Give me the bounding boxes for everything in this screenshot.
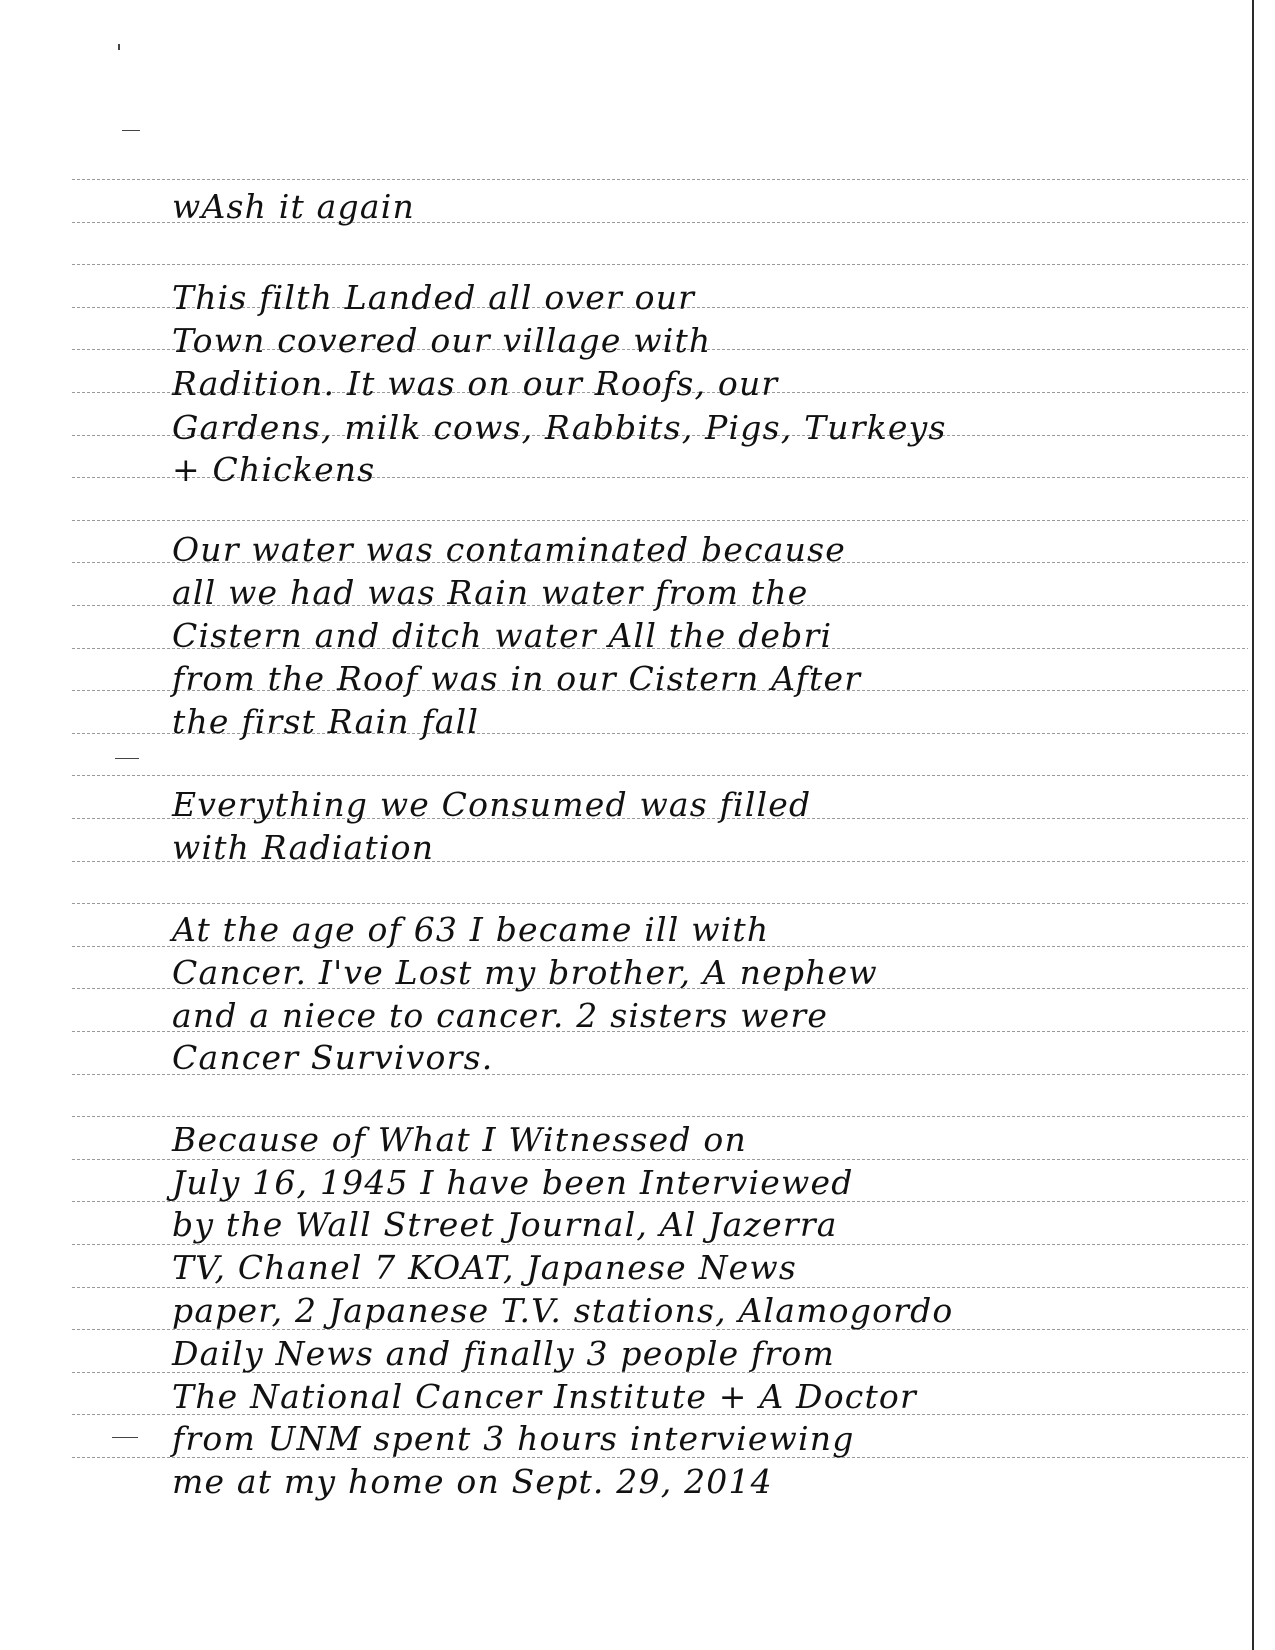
handwritten-line: with Radiation <box>172 828 435 867</box>
handwritten-line: from the Roof was in our Cistern After <box>172 659 862 698</box>
handwritten-line: Daily News and finally 3 people from <box>172 1334 835 1373</box>
handwritten-line: Everything we Consumed was filled <box>172 785 812 824</box>
scan-mark <box>112 1437 138 1438</box>
handwritten-line: Cistern and ditch water All the debri <box>172 616 833 655</box>
handwritten-line: Gardens, milk cows, Rabbits, Pigs, Turkeys <box>172 408 947 447</box>
handwritten-line: Radition. It was on our Roofs, our <box>172 364 779 403</box>
scan-mark <box>118 44 120 50</box>
handwritten-line: from UNM spent 3 hours interviewing <box>172 1419 855 1458</box>
scan-mark <box>115 758 139 759</box>
handwritten-line: wAsh it again <box>172 187 415 226</box>
handwritten-line: Town covered our village with <box>172 321 712 360</box>
handwritten-line: The National Cancer Institute + A Doctor <box>172 1377 917 1416</box>
handwritten-line: by the Wall Street Journal, Al Jazerra <box>172 1205 838 1244</box>
handwritten-line: Because of What I Witnessed on <box>172 1120 747 1159</box>
handwritten-line: July 16, 1945 I have been Interviewed <box>172 1163 854 1202</box>
handwritten-line: me at my home on Sept. 29, 2014 <box>172 1462 773 1501</box>
handwritten-line: TV, Chanel 7 KOAT, Japanese News <box>172 1248 797 1287</box>
scan-mark <box>122 130 140 131</box>
handwritten-line: paper, 2 Japanese T.V. stations, Alamogordo <box>172 1291 954 1330</box>
handwritten-line: and a niece to cancer. 2 sisters were <box>172 996 829 1035</box>
page-edge-line <box>1252 0 1254 1650</box>
handwritten-line: Our water was contaminated because <box>172 530 846 569</box>
handwritten-line: the first Rain fall <box>172 702 480 741</box>
handwritten-line: This filth Landed all over our <box>172 278 696 317</box>
handwritten-line: all we had was Rain water from the <box>172 573 809 612</box>
handwritten-line: At the age of 63 I became ill with <box>172 910 770 949</box>
handwritten-line: Cancer Survivors. <box>172 1038 494 1077</box>
handwritten-line: Cancer. I've Lost my brother, A nephew <box>172 953 878 992</box>
handwritten-line: + Chickens <box>172 450 376 489</box>
